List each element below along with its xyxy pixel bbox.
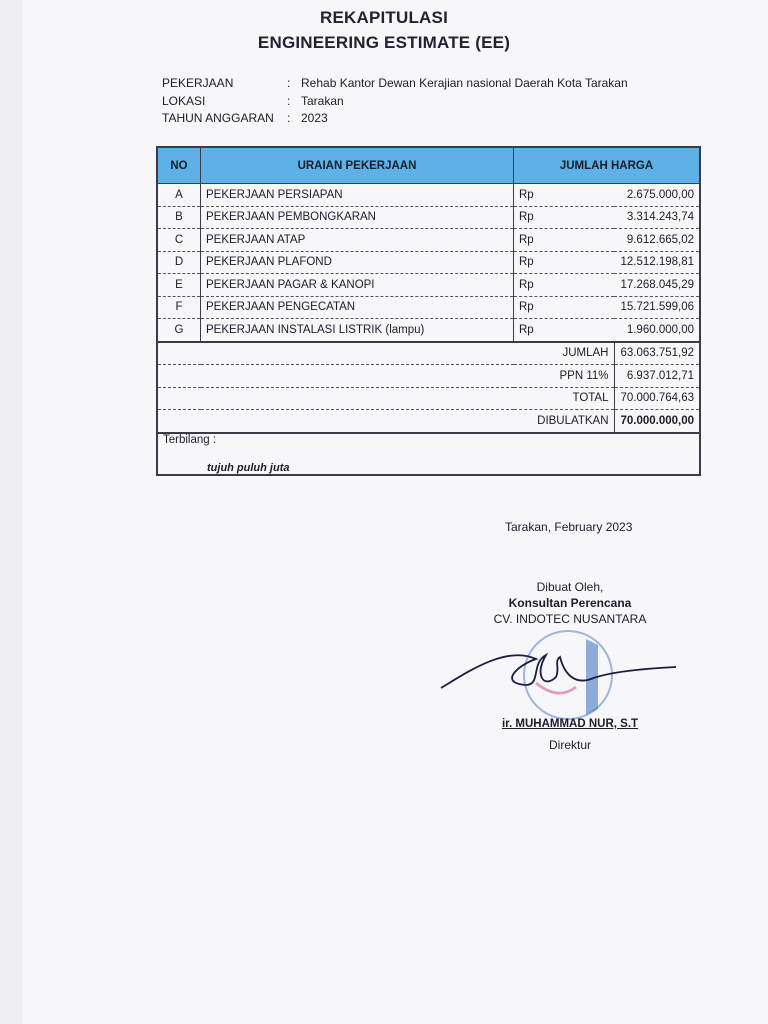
row-amount: 3.314.243,74 [614,206,700,229]
table-row [157,274,700,297]
summary-label: PPN 11% [157,365,614,388]
signer-title: Direktur [548,738,591,752]
summary-label: TOTAL [157,387,614,410]
meta-colon: : [287,111,291,125]
row-currency: Rp [514,206,615,229]
summary-row-total [157,387,700,410]
row-currency: Rp [514,251,615,274]
table-row [157,251,700,274]
row-currency: Rp [514,274,615,297]
meta-colon: : [287,93,291,108]
table-row [157,319,700,342]
row-uraian: PEKERJAAN ATAP [201,229,514,252]
meta-row-lokasi [162,93,628,111]
document-title: REKAPITULASI [319,8,449,27]
table-row [157,229,700,252]
row-uraian: PEKERJAAN PEMBONGKARAN [201,206,514,229]
meta-label: LOKASI [162,93,206,108]
header-no: NO [157,147,201,184]
made-by-label: Dibuat Oleh, [536,580,604,594]
meta-value: 2023 [301,111,328,125]
row-amount: 2.675.000,00 [614,184,700,207]
handwritten-signature-icon [441,655,676,688]
table-row [157,206,700,229]
row-no: G [157,319,201,342]
summary-label: JUMLAH [157,342,614,365]
meta-row-tahun [162,110,628,128]
row-currency: Rp [514,319,615,342]
place-date: Tarakan, February 2023 [505,520,633,534]
meta-value: Rehab Kantor Dewan Kerajian nasional Daerah Kota Tarakan [301,76,628,90]
terbilang-cell [157,433,700,475]
terbilang-row [157,433,700,475]
row-amount: 9.612.665,02 [614,229,700,252]
terbilang-value: tujuh puluh juta [207,461,290,474]
summary-row-jumlah [157,342,700,365]
row-currency: Rp [514,296,615,319]
summary-label: DIBULATKAN [157,410,614,433]
row-amount: 15.721.599,06 [614,296,700,319]
summary-row-ppn [157,365,700,388]
meta-colon: : [287,76,291,90]
document-subtitle: ENGINEERING ESTIMATE (EE) [257,33,511,52]
project-info [162,75,628,128]
summary-row-dibulatkan [157,410,700,433]
row-uraian: PEKERJAAN INSTALASI LISTRIK (lampu) [201,319,514,342]
row-currency: Rp [514,184,615,207]
header-jumlah: JUMLAH HARGA [514,147,701,184]
row-no: C [157,229,201,252]
signature-stamp [436,625,681,725]
row-no: D [157,251,201,274]
row-amount: 17.268.045,29 [614,274,700,297]
signer-name: ir. MUHAMMAD NUR, S.T [501,718,639,730]
row-uraian: PEKERJAAN PLAFOND [201,251,514,274]
meta-row-pekerjaan [162,75,628,93]
row-amount: 12.512.198,81 [614,251,700,274]
row-no: B [157,206,201,229]
row-uraian: PEKERJAAN PERSIAPAN [201,184,514,207]
row-no: A [157,184,201,207]
consultant-role: Konsultan Perencana [508,596,632,610]
row-uraian: PEKERJAAN PENGECATAN [201,296,514,319]
terbilang-label: Terbilang : [163,433,217,446]
header-uraian: URAIAN PEKERJAAN [201,147,514,184]
row-no: F [157,296,201,319]
summary-amount: 70.000.000,00 [614,410,700,433]
company-name: CV. INDOTEC NUSANTARA [493,612,647,626]
row-uraian: PEKERJAAN PAGAR & KANOPI [201,274,514,297]
table-header-row [157,147,700,184]
summary-amount: 6.937.012,71 [614,365,700,388]
meta-label: TAHUN ANGGARAN [162,111,274,125]
meta-label: PEKERJAAN [162,76,234,90]
row-currency: Rp [514,229,615,252]
table-row [157,184,700,207]
row-amount: 1.960.000,00 [614,319,700,342]
summary-amount: 63.063.751,92 [614,342,700,365]
estimate-table [156,146,701,476]
meta-value: Tarakan [301,93,344,108]
table-row [157,296,700,319]
summary-amount: 70.000.764,63 [614,387,700,410]
row-no: E [157,274,201,297]
